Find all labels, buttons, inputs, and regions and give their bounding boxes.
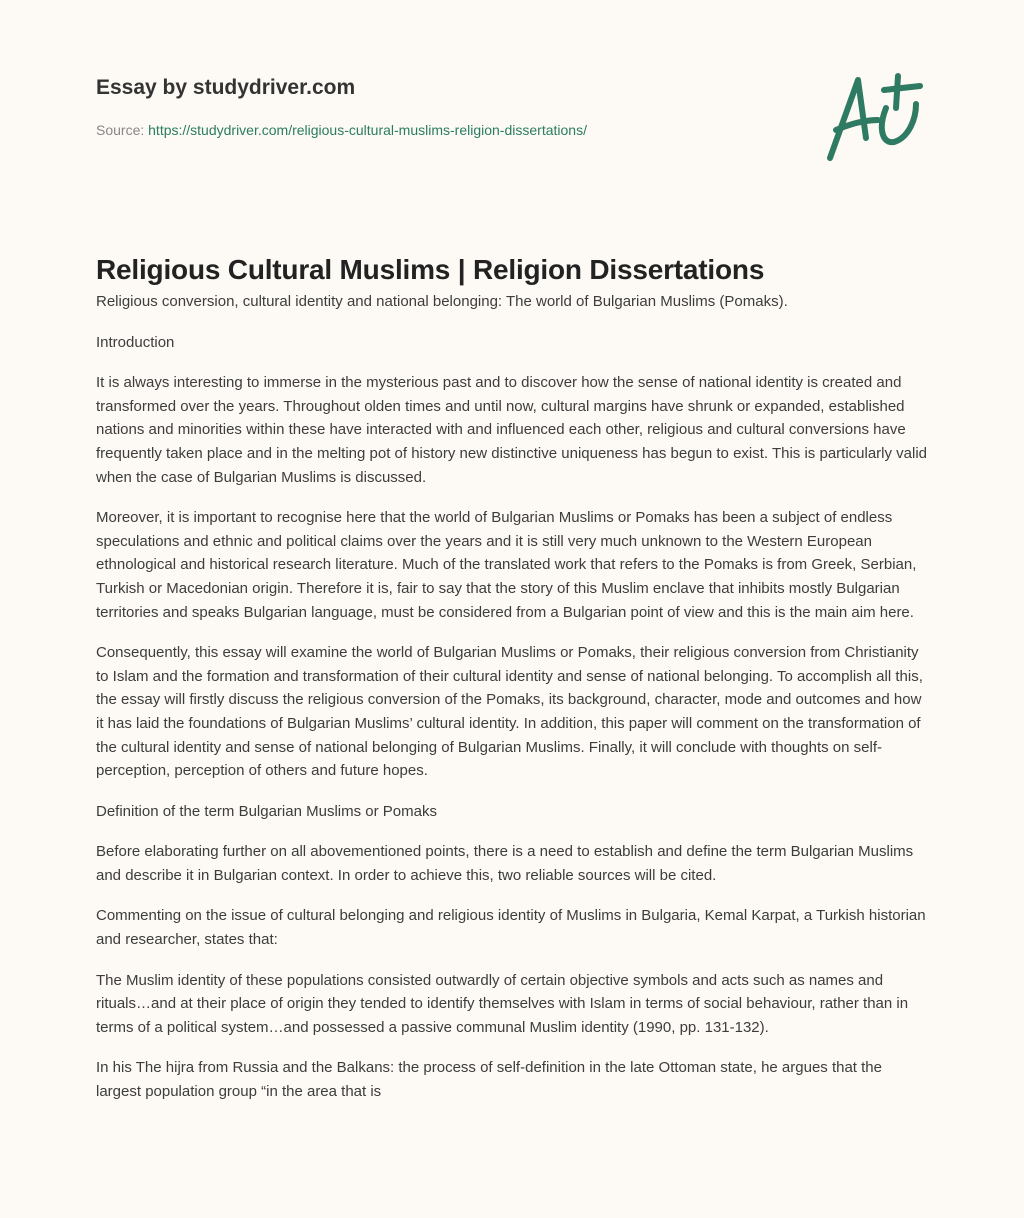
paragraph: Moreover, it is important to recognise here that the world of Bulgarian Muslims or Pomaks has been a subject of endless speculations and ethnic and political claims over the years and it is still very much unknown to the Western European ethnological and historical research literature. Much of the translated work that refers to the Pomaks is from Greek, Serbian, Turkish or Macedonian origin. Therefore it is, fair to say that the story of this Muslim enclave that inhibits mostly Bulgarian territories and speaks Bulgarian language, must be considered from a Bulgarian point of view and this is the main aim here. <box>96 509 917 621</box>
heading-introduction: Introduction <box>96 333 175 351</box>
a-plus-logo-icon <box>820 68 930 168</box>
paragraph-subtitle: Religious conversion, cultural identity and national belonging: The world of Bulgarian Muslims (Pomaks). <box>96 293 788 310</box>
paragraph: In his The hijra from Russia and the Balkans: the process of self-definition in the late Ottoman state, he argues that the largest population group “in the area that is <box>96 1059 882 1101</box>
source-link[interactable]: https://studydriver.com/religious-cultural-muslims-religion-dissertations/ <box>148 122 587 138</box>
source-line <box>96 122 587 138</box>
site-header <box>96 76 587 138</box>
source-label: Source: <box>96 122 145 138</box>
paragraph: Before elaborating further on all abovementioned points, there is a need to establish and define the term Bulgarian Muslims and describe it in Bulgarian context. In order to achieve this, two reliable sources will be cited. <box>96 843 914 884</box>
quote-paragraph: The Muslim identity of these populations consisted outwardly of certain objective symbols and acts such as names and rituals…and at their place of origin they tended to identify themselves with Islam in terms of social behaviour, rather than in terms of a political system…and possessed a passive communal Muslim identity (1990, pp. 131-132). <box>96 971 909 1036</box>
paragraph: It is always interesting to immerse in the mysterious past and to discover how the sense of national identity is created and transformed over the years. Throughout olden times and until now, cultural margins have shrunk or expanded, established nations and minorities within these have interacted with and influenced each other, religious and cultural conversions have frequently taken place and in the melting pot of history new distinctive uniqueness has begun to exist. This is particularly valid when the case of Bulgarian Muslims is discussed. <box>96 374 928 486</box>
heading-definition: Definition of the term Bulgarian Muslims or Pomaks <box>96 802 437 820</box>
paragraph: Consequently, this essay will examine the world of Bulgarian Muslims or Pomaks, their religious conversion from Christianity to Islam and the formation and transformation of their cultural identity and sense of national belonging. To accomplish all this, the essay will firstly discuss the religious conversion of the Pomaks, its background, character, mode and outcomes and how it has laid the foundations of Bulgarian Muslims’ cultural identity. In addition, this paper will comment on the transformation of the cultural identity and sense of national belonging of Bulgarian Muslims. Finally, it will conclude with thoughts on self-perception, perception of others and future hopes. <box>96 644 923 780</box>
brand-title: Essay by studydriver.com <box>96 76 356 99</box>
paragraph: Commenting on the issue of cultural belonging and religious identity of Muslims in Bulgaria, Kemal Karpat, a Turkish historian and researcher, states that: <box>96 907 926 949</box>
article-body <box>96 290 930 1121</box>
article-title: Religious Cultural Muslims | Religion Dissertations <box>96 254 765 285</box>
